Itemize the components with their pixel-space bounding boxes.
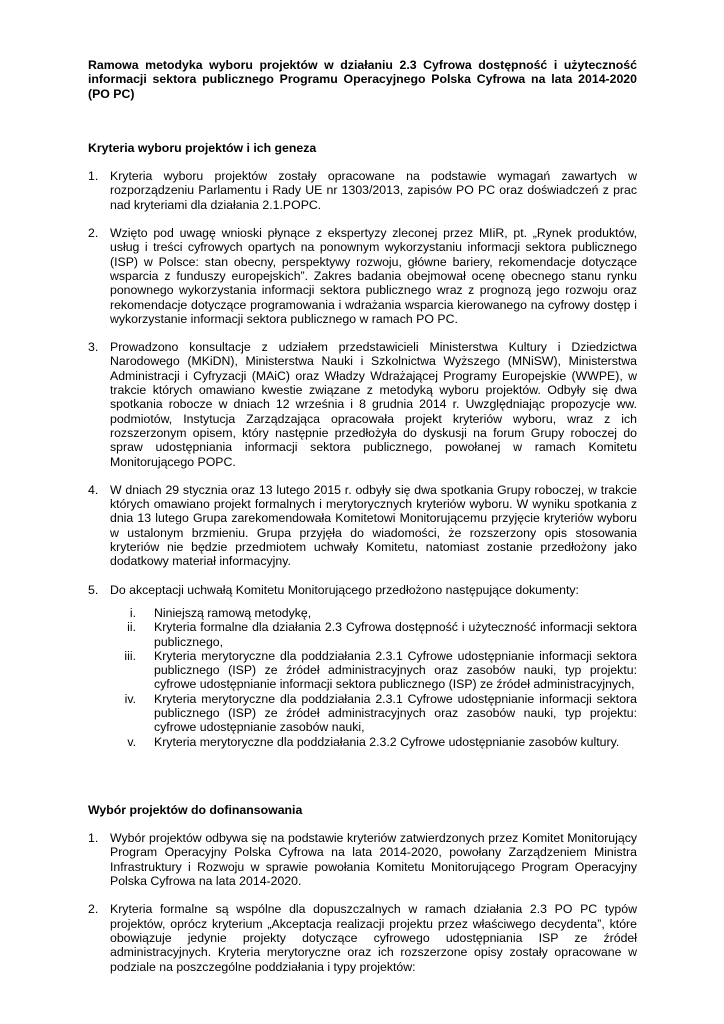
sublist-item-text: Kryteria merytoryczne dla poddziałania 2.3.1 Cyfrowe udostępnianie informacji sektora publicznego (ISP) ze źródeł administracyjnych oraz zasobów nauki, typ projektu: cyfrowe udostępnianie informacji sektora publicznego (ISP) ze źródeł administracyjnych, — [154, 648, 637, 692]
roman-numeral: iii. — [124, 648, 136, 663]
list-item — [88, 831, 637, 888]
section-heading-selection: Wybór projektów do dofinansowania — [88, 802, 303, 817]
sublist-item-text: Kryteria merytoryczne dla poddziałania 2.3.2 Cyfrowe udostępnianie zasobów kultury. — [154, 734, 620, 749]
roman-numeral: ii. — [127, 620, 136, 635]
list-item-text: Kryteria formalne są wspólne dla dopuszczalnych w ramach działania 2.3 PO PC typów projektów, oprócz kryterium „Akceptacja realizacji projektu przez właściwego decydenta”, które obowiązuje jedynie projekty dotyczące cyfrowego udostępniania ISP ze źródeł administracyjnych. Kryteria merytoryczne oraz ich rozszerzone opisy zostały opracowane w podziale na poszczególne poddziałania i typy projektów: — [110, 902, 637, 974]
roman-numeral: v. — [127, 734, 136, 749]
list-number: 1. — [88, 169, 99, 184]
criteria-list — [88, 169, 637, 597]
list-number: 5. — [88, 582, 99, 597]
list-number: 3. — [88, 340, 99, 355]
list-item — [88, 340, 637, 469]
sublist-item — [88, 606, 637, 620]
sublist-item — [88, 692, 637, 735]
list-item — [88, 226, 637, 326]
sublist-item — [88, 735, 637, 749]
list-number: 2. — [88, 902, 99, 917]
sublist-item — [88, 620, 637, 649]
selection-list — [88, 831, 637, 974]
list-item-text: Wybór projektów odbywa się na podstawie kryteriów zatwierdzonych przez Komitet Monitorujący Program Operacyjny Polska Cyfrowa na lata 2014-2020, powołany Zarządzeniem Ministra Infrastruktury i Rozwoju w sprawie powołania Komitetu Monitorującego Program Operacyjny Polska Cyfrowa na lata 2014-2020. — [110, 831, 637, 889]
list-item-text: Prowadzono konsultacje z udziałem przedstawicieli Ministerstwa Kultury i Dziedzictwa Narodowego (MKiDN), Ministerstwa Nauki i Szkolnictwa Wyższego (MNiSW), Ministerstwa Administracji i Cyfryzacji (MAiC) oraz Władzy Wdrażającej Programy Europejskie (WWPE), w trakcie których omawiano kwestie związane z metodyką wyboru projektów. Odbyły się dwa spotkania robocze w dniach 12 września i 8 grudnia 2014 r. Uwzględniając propozycje ww. podmiotów, Instytucja Zarządzająca opracowała projekt kryteriów wyboru, wraz z ich rozszerzonym opisem, który następnie przedłożyła do dyskusji na forum Grupy roboczej do spraw udostępniania informacji sektora publicznego, powołanej w ramach Komitetu Monitorującego POPC. — [110, 340, 637, 469]
list-item-text: Do akceptacji uchwałą Komitetu Monitorującego przedłożono następujące dokumenty: — [110, 582, 579, 597]
sublist-item — [88, 649, 637, 692]
list-item — [88, 483, 637, 569]
list-number: 2. — [88, 226, 99, 241]
roman-numeral: iv. — [124, 691, 136, 706]
sublist-item-text: Kryteria merytoryczne dla poddziałania 2.3.1 Cyfrowe udostępnianie informacji sektora publicznego (ISP) ze źródeł administracyjnych oraz zasobów nauki, typ projektu: cyfrowe udostępnianie zasobów nauki, — [154, 691, 637, 735]
list-item — [88, 583, 637, 597]
section-heading-criteria: Kryteria wyboru projektów i ich geneza — [88, 140, 317, 155]
list-number: 4. — [88, 482, 99, 497]
sublist-item-text: Niniejszą ramową metodykę, — [154, 605, 312, 620]
document-title: Ramowa metodyka wyboru projektów w działaniu 2.3 Cyfrowa dostępność i użyteczność informacji sektora publicznego Programu Operacyjnego Polska Cyfrowa na lata 2014-2020 (PO PC) — [88, 58, 637, 101]
list-number: 1. — [88, 831, 99, 846]
list-item-text: Wzięto pod uwagę wnioski płynące z ekspertyzy zleconej przez MIiR, pt. „Rynek produktów, usług i treści cyfrowych opartych na ponownym wykorzystaniu informacji sektora publicznego (ISP) w Polsce: stan obecny, perspektywy rozwoju, główne bariery, rekomendacje dotyczące wsparcia z funduszy europejskich”. Zakres badania obejmował ocenę obecnego stanu rynku ponownego wykorzystania informacji sektora publicznego wraz z prognozą jego rozwoju oraz rekomendacje dotyczące programowania i wdrażania wsparcia kierowanego na cyfrowy dostęp i wykorzystanie informacji sektora publicznego w ramach PO PC. — [110, 226, 637, 326]
list-item-text: Kryteria wyboru projektów zostały opracowane na podstawie wymagań zawartych w rozporządzeniu Parlamentu i Rady UE nr 1303/2013, zapisów PO PC oraz doświadczeń z prac nad kryteriami dla działania 2.1.POPC. — [110, 169, 637, 212]
list-item — [88, 902, 637, 973]
list-item — [88, 169, 637, 212]
sublist-item-text: Kryteria formalne dla działania 2.3 Cyfrowa dostępność i użyteczność informacji sektora publicznego, — [154, 620, 637, 649]
roman-numeral: i. — [129, 605, 136, 620]
list-item-text: W dniach 29 stycznia oraz 13 lutego 2015 r. odbyły się dwa spotkania Grupy roboczej, w trakcie których omawiano projekt formalnych i merytorycznych kryteriów wyboru. W wyniku spotkania z dnia 13 lutego Grupa zarekomendowała Komitetowi Monitorującemu przyjęcie kryteriów wyboru w ustalonym brzmieniu. Grupa przyjęła do wiadomości, że rozszerzony opis stosowania kryteriów nie będzie przedmiotem uchwały Komitetu, natomiast zostanie przedłożony jako dodatkowy materiał informacyjny. — [110, 482, 637, 569]
document-page — [88, 58, 637, 974]
documents-sublist — [88, 606, 637, 749]
